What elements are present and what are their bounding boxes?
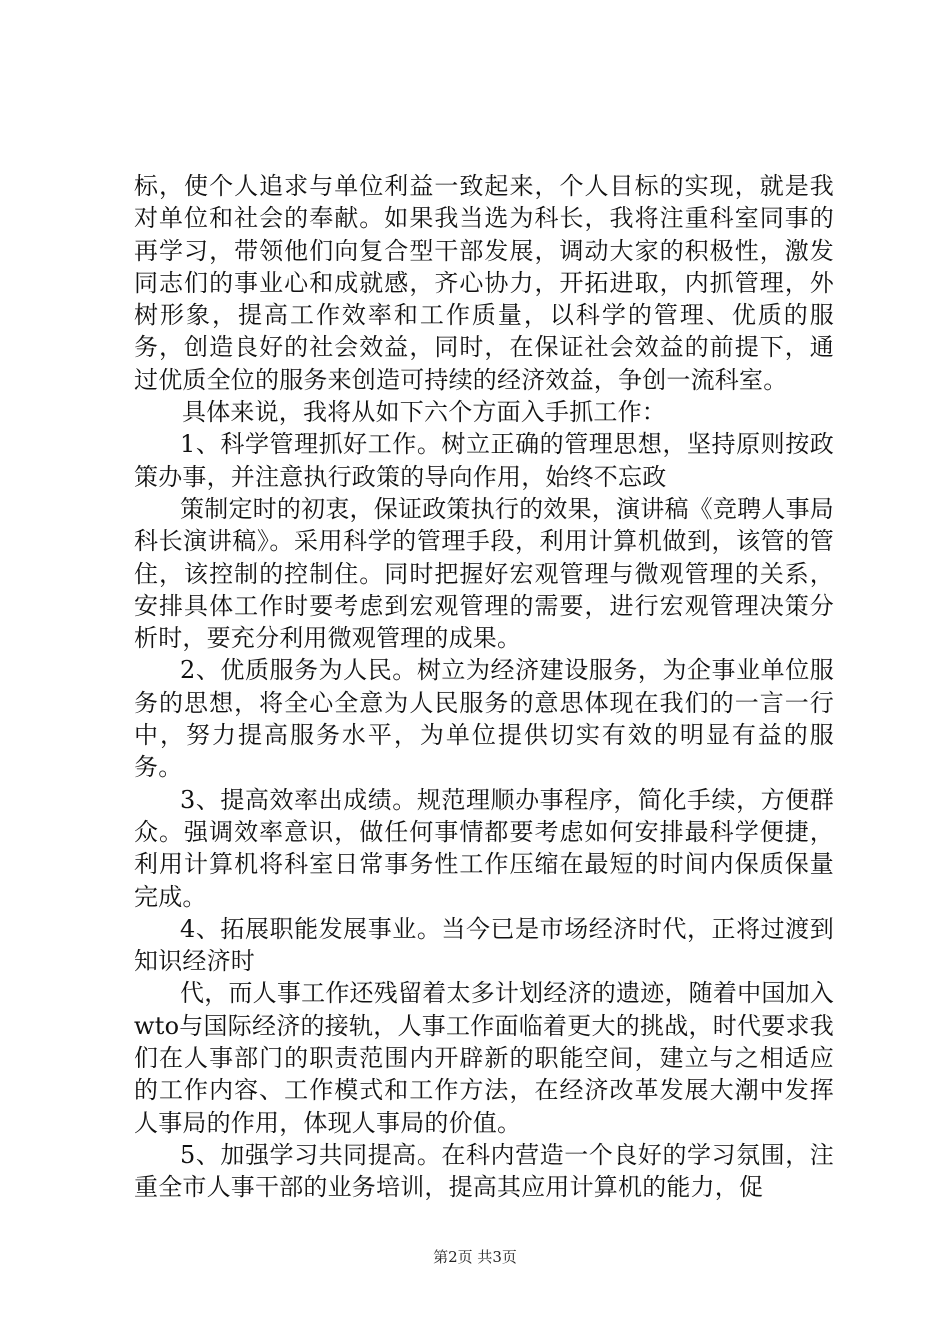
document-body — [134, 170, 834, 1204]
page-number-footer: 第2页 共3页 — [433, 1248, 517, 1266]
paragraph-overview: 具体来说，我将从如下六个方面入手抓工作： — [182, 398, 666, 427]
paragraph-item-5: 5、加强学习共同提高。在科内营造一个良好的学习氛围，注重全市人事干部的业务培训，提高其应用计算机的能力，促 — [134, 1140, 834, 1202]
paragraph-item-3: 3、提高效率出成绩。规范理顺办事程序，简化手续，方便群众。强调效率意识，做任何事情都要考虑如何安排最科学便捷，利用计算机将科室日常事务性工作压缩在最短的时间内保质保量完成。 — [134, 785, 834, 911]
paragraph-item-4-continued: 代，而人事工作还残留着太多计划经济的遗迹，随着中国加入wto与国际经济的接轨，人事工作面临着更大的挑战，时代要求我们在人事部门的职责范围内开辟新的职能空间，建立与之相适应的工作内容、工作模式和工作方法，在经济改革发展大潮中发挥人事局的作用，体现人事局的价值。 — [134, 979, 834, 1137]
paragraph-intro: 标，使个人追求与单位利益一致起来，个人目标的实现，就是我对单位和社会的奉献。如果我当选为科长，我将注重科室同事的再学习，带领他们向复合型干部发展，调动大家的积极性，激发同志们的事业心和成就感，齐心协力，开拓进取，内抓管理，外树形象，提高工作效率和工作质量，以科学的管理、优质的服务，创造良好的社会效益，同时，在保证社会效益的前提下，通过优质全位的服务来创造可持续的经济效益，争创一流科室。 — [134, 172, 834, 394]
paragraph-item-2: 2、优质服务为人民。树立为经济建设服务，为企事业单位服务的思想，将全心全意为人民服务的意思体现在我们的一言一行中，努力提高服务水平，为单位提供切实有效的明显有益的服务。 — [134, 656, 834, 782]
paragraph-item-1-continued: 策制定时的初衷，保证政策执行的效果，演讲稿《竞聘人事局科长演讲稿》。采用科学的管理手段，利用计算机做到，该管的管住，该控制的控制住。同时把握好宏观管理与微观管理的关系，安排具体工作时要考虑到宏观管理的需要，进行宏观管理决策分析时，要充分利用微观管理的成果。 — [134, 494, 834, 653]
paragraph-item-1: 1、科学管理抓好工作。树立正确的管理思想，坚持原则按政策办事，并注意执行政策的导向作用，始终不忘政 — [134, 430, 834, 491]
paragraph-item-4: 4、拓展职能发展事业。当今已是市场经济时代，正将过渡到知识经济时 — [134, 914, 834, 976]
